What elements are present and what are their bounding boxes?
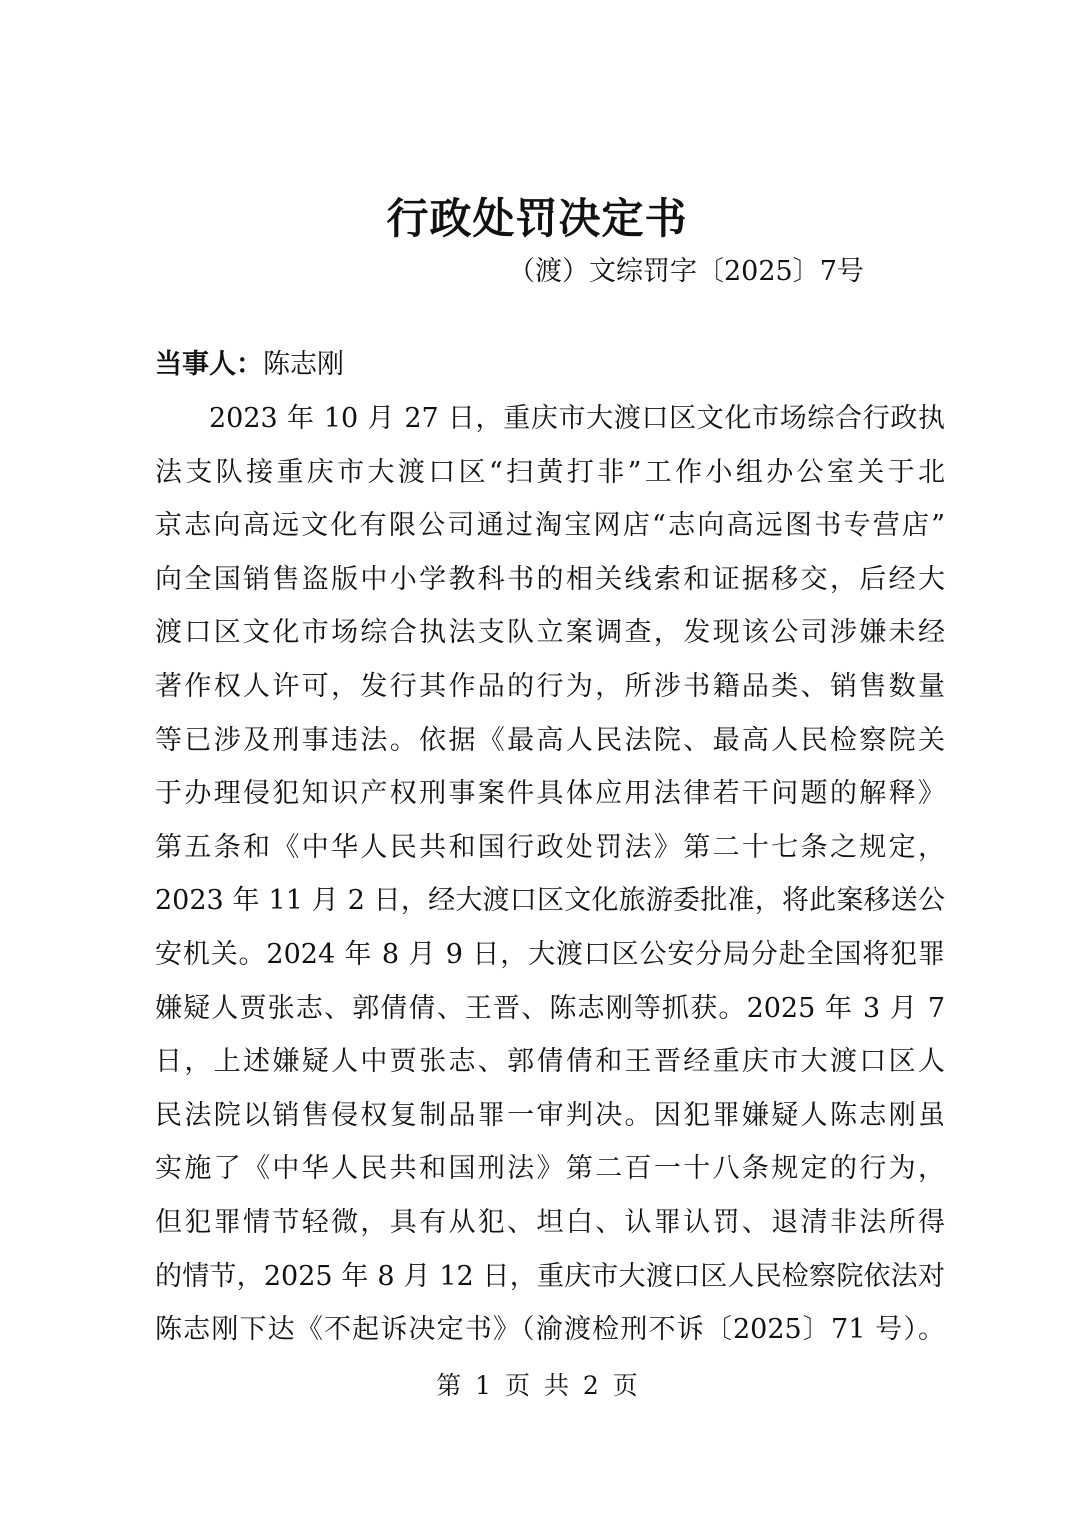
body-line: 2023 年 11 月 2 日，经大渡口区文化旅游委批准，将此案移送公 (155, 885, 945, 917)
body-line: 向全国销售盗版中小学教科书的相关线索和证据移交，后经大 (155, 563, 945, 595)
body-line: 2023 年 10 月 27 日，重庆市大渡口区文化市场综合行政执 (209, 403, 945, 434)
body-line: 著作权人许可，发行其作品的行为，所涉书籍品类、销售数量 (155, 670, 945, 702)
page-number-footer: 第 1 页 共 2 页 (436, 1371, 638, 1400)
party-name: 陈志刚 (263, 349, 344, 380)
body-line: 等已涉及刑事违法。依据《最高人民法院、最高人民检察院关 (155, 724, 945, 756)
party-label: 当事人： (155, 349, 263, 380)
body-text (155, 396, 945, 1361)
body-line: 日，上述嫌疑人中贾张志、郭倩倩和王晋经重庆市大渡口区人 (155, 1046, 945, 1078)
body-line: 渡口区文化市场综合执法支队立案调查，发现该公司涉嫌未经 (155, 617, 945, 649)
body-line: 京志向高远文化有限公司通过淘宝网店“志向高远图书专营店” (155, 510, 945, 542)
document-number: （渡）文综罚字〔2025〕7号 (508, 256, 864, 287)
body-line: 法支队接重庆市大渡口区“扫黄打非”工作小组办公室关于北 (155, 456, 945, 488)
body-line: 安机关。2024 年 8 月 9 日，大渡口区公安分局分赴全国将犯罪 (155, 938, 945, 970)
body-line: 民法院以销售侵权复制品罪一审判决。因犯罪嫌疑人陈志刚虽 (155, 1099, 945, 1131)
body-line: 于办理侵犯知识产权刑事案件具体应用法律若干问题的解释》 (155, 778, 945, 810)
body-line: 实施了《中华人民共和国刑法》第二百一十八条规定的行为， (155, 1153, 945, 1185)
body-line: 第五条和《中华人民共和国行政处罚法》第二十七条之规定， (155, 831, 945, 863)
body-line: 但犯罪情节轻微，具有从犯、坦白、认罪认罚、退清非法所得 (155, 1206, 945, 1238)
body-line: 陈志刚下达《不起诉决定书》（渝渡检刑不诉〔2025〕71 号）。 (155, 1314, 945, 1346)
document-title: 行政处罚决定书 (386, 194, 688, 243)
body-line: 的情节，2025 年 8 月 12 日，重庆市大渡口区人民检察院依法对 (155, 1260, 945, 1292)
body-line: 嫌疑人贾张志、郭倩倩、王晋、陈志刚等抓获。2025 年 3 月 7 (155, 992, 945, 1024)
party-line (155, 346, 344, 384)
